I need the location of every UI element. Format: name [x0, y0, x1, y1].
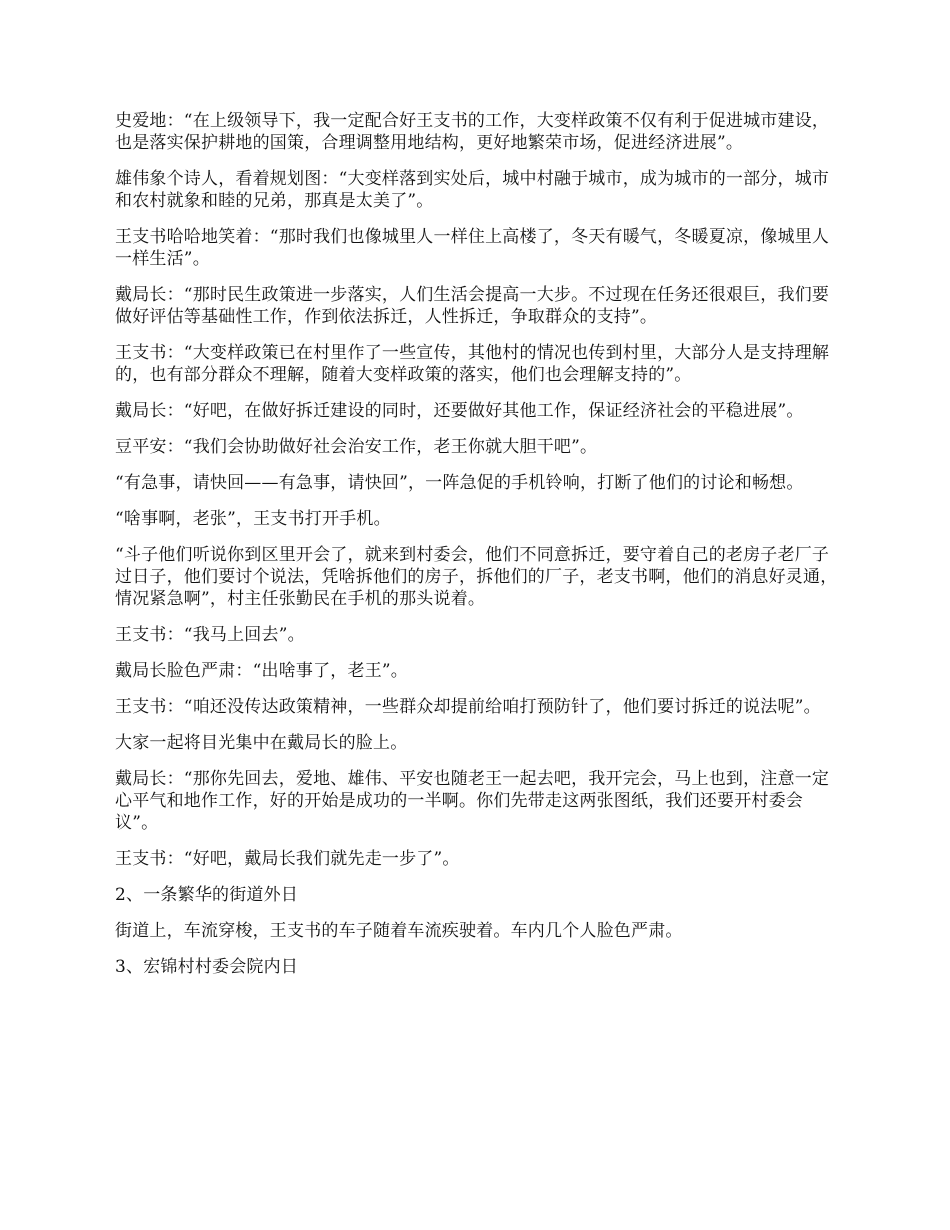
paragraph-18: 街道上，车流穿梭，王支书的车子随着车流疾驶着。车内几个人脸色严肃。	[115, 921, 683, 941]
scene-heading-3: 3、宏锦村村委会院内日	[115, 957, 299, 977]
paragraph-14: 大家一起将目光集中在戴局长的脸上。	[115, 733, 408, 753]
paragraph-6: 戴局长：“好吧，在做好拆迁建设的同时，还要做好其他工作，保证经济社会的平稳进展”。	[115, 401, 804, 421]
paragraph-7: 豆平安：“我们会协助做好社会治安工作，老王你就大胆干吧”。	[115, 437, 598, 457]
paragraph-5: 王支书：“大变样政策已在村里作了一些宣传，其他村的情况也传到村里，大部分人是支持理解的，也有部分群众不理解，随着大变样政策的落实，他们也会理解支持的”。	[115, 343, 830, 385]
document-body	[115, 110, 840, 992]
paragraph-8: “有急事，请快回——有急事，请快回”，一阵急促的手机铃响，打断了他们的讨论和畅想。	[115, 473, 804, 493]
paragraph-12: 戴局长脸色严肃：“出啥事了，老王”。	[115, 661, 408, 681]
scene-heading-2: 2、一条繁华的街道外日	[115, 885, 299, 905]
paragraph-10: “斗子他们听说你到区里开会了，就来到村委会，他们不同意拆迁，要守着自己的老房子老厂子过日子，他们要讨个说法，凭啥拆他们的房子，拆他们的厂子，老支书啊，他们的消息好灵通，情况紧急啊”，村主任张勤民在手机的那头说着。	[115, 545, 838, 609]
paragraph-13: 王支书：“咱还没传达政策精神，一些群众却提前给咱打预防针了，他们要讨拆迁的说法呢”。	[115, 697, 821, 717]
paragraph-9: “啥事啊，老张”，王支书打开手机。	[115, 509, 391, 529]
paragraph-16: 王支书：“好吧，戴局长我们就先走一步了”。	[115, 849, 460, 869]
paragraph-4: 戴局长：“那时民生政策进一步落实，人们生活会提高一大步。不过现在任务还很艰巨，我们要做好评估等基础性工作，作到依法拆迁，人性拆迁，争取群众的支持”。	[115, 285, 830, 327]
paragraph-1: 史爱地：“在上级领导下，我一定配合好王支书的工作，大变样政策不仅有利于促进城市建设，也是落实保护耕地的国策，合理调整用地结构，更好地繁荣市场，促进经济进展”。	[115, 111, 830, 153]
paragraph-2: 雄伟象个诗人，看着规划图：“大变样落到实处后，城中村融于城市，成为城市的一部分，城市和农村就象和睦的兄弟，那真是太美了”。	[115, 169, 830, 211]
paragraph-3: 王支书哈哈地笑着：“那时我们也像城里人一样住上高楼了，冬天有暖气，冬暖夏凉，像城里人一样生活”。	[115, 227, 830, 269]
paragraph-11: 王支书：“我马上回去”。	[115, 625, 305, 645]
paragraph-15: 戴局长：“那你先回去，爱地、雄伟、平安也随老王一起去吧，我开完会，马上也到，注意一定心平气和地作工作，好的开始是成功的一半啊。你们先带走这两张图纸，我们还要开村委会议”。	[115, 769, 830, 833]
